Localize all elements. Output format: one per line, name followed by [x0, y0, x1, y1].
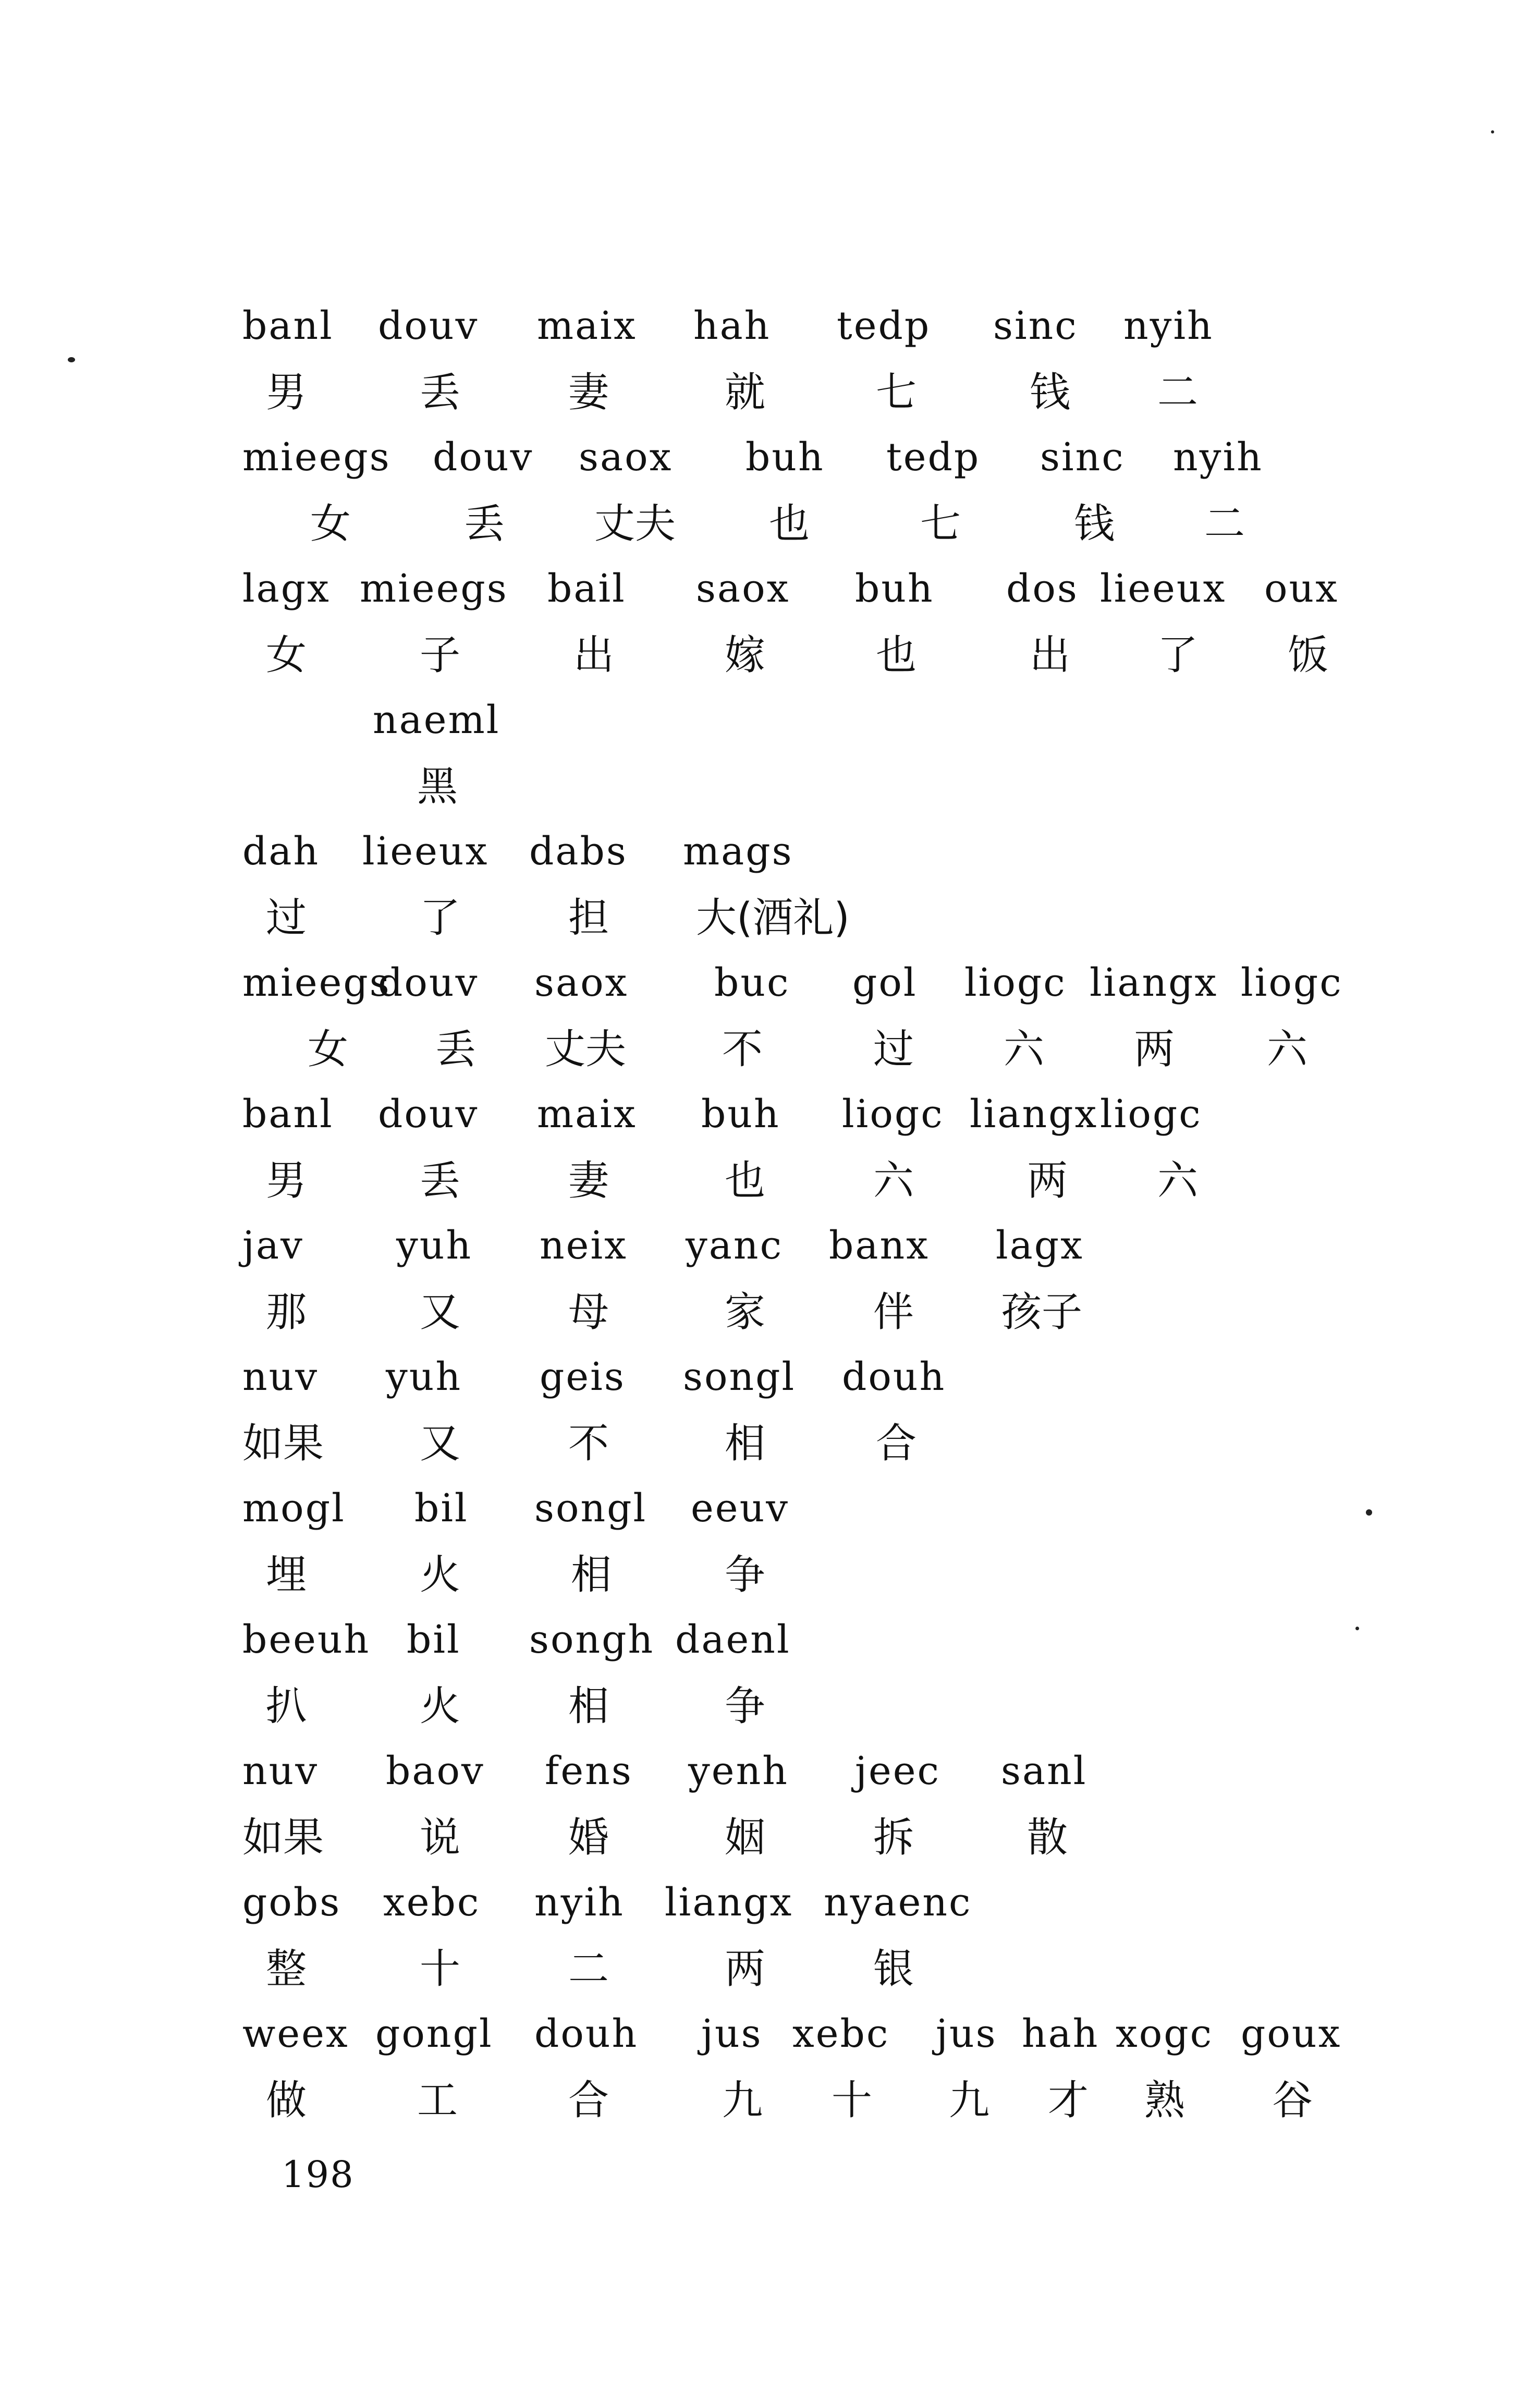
- romanized-word: neix: [540, 1223, 628, 1268]
- romanized-word: buh: [855, 566, 934, 611]
- chinese-gloss: 出: [573, 632, 615, 679]
- scan-speck: [1491, 130, 1494, 133]
- romanized-word: maix: [537, 1092, 637, 1137]
- romanized-word: liangx: [665, 1880, 793, 1925]
- chinese-gloss: 六: [1004, 1026, 1045, 1073]
- romanized-word: songl: [534, 1486, 647, 1531]
- chinese-gloss-line: [242, 2071, 1389, 2136]
- romanized-word: naeml: [373, 698, 500, 742]
- romanized-word: banl: [242, 303, 334, 348]
- chinese-gloss: 争: [725, 1683, 766, 1730]
- romanized-word: sanl: [1001, 1749, 1087, 1793]
- chinese-gloss: 整: [266, 1946, 307, 1993]
- romanized-line: [242, 2005, 1389, 2071]
- romanized-word: dos: [1006, 566, 1079, 611]
- romanized-word: douv: [378, 1092, 479, 1137]
- chinese-gloss-line: [242, 757, 1389, 823]
- romanized-word: douh: [534, 2011, 639, 2056]
- chinese-gloss: 相: [568, 1683, 609, 1730]
- chinese-gloss: 九: [949, 2077, 990, 2124]
- chinese-gloss: 姻: [725, 1814, 766, 1861]
- scan-speck: [1366, 1509, 1372, 1516]
- chinese-gloss: 十: [420, 1946, 461, 1993]
- chinese-gloss: 钱: [1030, 369, 1071, 416]
- chinese-gloss: 了: [420, 895, 461, 942]
- romanized-word: mieegs: [242, 435, 391, 480]
- chinese-gloss: 二: [1157, 369, 1199, 416]
- chinese-gloss: 丢: [464, 500, 505, 547]
- romanized-word: oux: [1264, 566, 1339, 611]
- romanized-word: douv: [378, 303, 479, 348]
- chinese-gloss: 了: [1157, 632, 1199, 679]
- chinese-gloss-line: [242, 1283, 1389, 1348]
- romanized-word: liogc: [1241, 960, 1343, 1005]
- romanized-word: yanc: [686, 1223, 784, 1268]
- romanized-line: [242, 1611, 1389, 1677]
- romanized-word: beeuh: [242, 1617, 371, 1662]
- chinese-gloss: 六: [1157, 1157, 1199, 1204]
- chinese-gloss: 银: [873, 1946, 914, 1993]
- romanized-word: banl: [242, 1092, 334, 1137]
- romanized-line: [242, 823, 1389, 888]
- romanized-word: mogl: [242, 1486, 346, 1531]
- interlinear-gloss-block: [242, 297, 1389, 2136]
- romanized-line: [242, 1874, 1389, 1939]
- chinese-gloss: 伴: [873, 1289, 914, 1336]
- chinese-gloss: 如果: [242, 1814, 324, 1861]
- chinese-gloss: 六: [1267, 1026, 1308, 1073]
- romanized-line: [242, 954, 1389, 1020]
- chinese-gloss: 丈夫: [545, 1026, 627, 1073]
- chinese-gloss: 火: [420, 1552, 461, 1598]
- chinese-gloss: 母: [568, 1289, 609, 1336]
- romanized-line: [242, 1217, 1389, 1283]
- chinese-gloss: 做: [266, 2077, 307, 2124]
- chinese-gloss: 女: [310, 500, 351, 547]
- chinese-gloss-line: [242, 363, 1389, 429]
- chinese-gloss: 散: [1027, 1814, 1068, 1861]
- chinese-gloss: 火: [420, 1683, 461, 1730]
- chinese-gloss: 相: [571, 1552, 612, 1598]
- romanized-word: nuv: [242, 1354, 319, 1399]
- romanized-word: xebc: [383, 1880, 481, 1925]
- chinese-gloss: 饭: [1288, 632, 1329, 679]
- chinese-gloss-line: [242, 1020, 1389, 1085]
- chinese-gloss: 说: [420, 1814, 461, 1861]
- romanized-word: goux: [1241, 2011, 1342, 2056]
- chinese-gloss: 那: [266, 1289, 307, 1336]
- romanized-word: buh: [701, 1092, 780, 1137]
- chinese-gloss: 担: [568, 895, 609, 942]
- romanized-word: tedp: [886, 435, 981, 480]
- romanized-word: liogc: [1100, 1092, 1202, 1137]
- chinese-gloss: 埋: [266, 1552, 307, 1598]
- chinese-gloss-line: [242, 888, 1389, 954]
- romanized-word: banx: [829, 1223, 930, 1268]
- romanized-word: douv: [433, 435, 534, 480]
- chinese-gloss: 相: [725, 1420, 766, 1467]
- chinese-gloss: 丢: [435, 1026, 476, 1073]
- chinese-gloss: 两: [1134, 1026, 1175, 1073]
- romanized-word: jus: [701, 2011, 763, 2056]
- romanized-word: gol: [852, 960, 918, 1005]
- chinese-gloss-line: [242, 1151, 1389, 1217]
- romanized-word: baov: [386, 1749, 485, 1793]
- chinese-gloss: 争: [725, 1552, 766, 1598]
- chinese-gloss: 黑: [417, 763, 458, 810]
- chinese-gloss: 也: [769, 500, 810, 547]
- romanized-word: jeec: [855, 1749, 940, 1793]
- romanized-word: yuh: [386, 1354, 462, 1399]
- chinese-gloss: 拆: [873, 1814, 914, 1861]
- romanized-word: buh: [745, 435, 825, 480]
- romanized-word: daenl: [675, 1617, 791, 1662]
- romanized-word: douv: [378, 960, 479, 1005]
- chinese-gloss: 两: [1027, 1157, 1068, 1204]
- chinese-gloss: 过: [873, 1026, 914, 1073]
- romanized-word: bail: [547, 566, 626, 611]
- romanized-line: [242, 1348, 1389, 1414]
- chinese-gloss: 钱: [1074, 500, 1115, 547]
- romanized-word: yenh: [688, 1749, 789, 1793]
- romanized-line: [242, 560, 1389, 626]
- romanized-word: dabs: [529, 829, 628, 874]
- chinese-gloss: 二: [568, 1946, 609, 1993]
- chinese-gloss-line: [242, 1808, 1389, 1874]
- romanized-word: xogc: [1116, 2011, 1214, 2056]
- romanized-word: mags: [683, 829, 793, 874]
- page-number: 198: [282, 2153, 355, 2196]
- chinese-gloss: 两: [725, 1946, 766, 1993]
- scan-speck: [1355, 1627, 1359, 1630]
- romanized-word: geis: [540, 1354, 626, 1399]
- chinese-gloss: 男: [266, 1157, 307, 1204]
- romanized-word: dah: [242, 829, 320, 874]
- chinese-gloss: 出: [1030, 632, 1071, 679]
- romanized-word: bil: [407, 1617, 461, 1662]
- chinese-gloss: 才: [1048, 2077, 1089, 2124]
- romanized-word: saox: [696, 566, 790, 611]
- scan-speck: [68, 357, 75, 362]
- chinese-gloss: 女: [266, 632, 307, 679]
- chinese-gloss: 丢: [420, 369, 461, 416]
- romanized-word: hah: [1022, 2011, 1099, 2056]
- romanized-word: jus: [936, 2011, 997, 2056]
- romanized-word: weex: [242, 2011, 349, 2056]
- romanized-word: xebc: [792, 2011, 890, 2056]
- romanized-word: liogc: [964, 960, 1067, 1005]
- romanized-word: eeuv: [691, 1486, 790, 1531]
- chinese-gloss: 不: [722, 1026, 763, 1073]
- romanized-word: liangx: [1090, 960, 1218, 1005]
- chinese-gloss: 二: [1204, 500, 1245, 547]
- romanized-line: [242, 297, 1389, 363]
- romanized-line: [242, 1480, 1389, 1545]
- chinese-gloss: 十: [832, 2077, 873, 2124]
- romanized-word: yuh: [396, 1223, 473, 1268]
- chinese-gloss: 妻: [568, 369, 609, 416]
- chinese-gloss: 七: [876, 369, 917, 416]
- chinese-gloss: 丈夫: [594, 500, 676, 547]
- romanized-line: [242, 691, 1389, 757]
- chinese-gloss: 过: [266, 895, 307, 942]
- romanized-word: saox: [534, 960, 629, 1005]
- chinese-gloss: 婚: [568, 1814, 609, 1861]
- romanized-word: lagx: [996, 1223, 1084, 1268]
- romanized-word: douh: [842, 1354, 946, 1399]
- chinese-gloss: 女: [308, 1026, 349, 1073]
- romanized-word: jav: [242, 1223, 304, 1268]
- chinese-gloss: 扒: [266, 1683, 307, 1730]
- chinese-gloss: 家: [725, 1289, 766, 1336]
- romanized-word: songl: [683, 1354, 796, 1399]
- romanized-word: hah: [693, 303, 771, 348]
- romanized-line: [242, 1085, 1389, 1151]
- chinese-gloss: 九: [722, 2077, 763, 2124]
- chinese-gloss-line: [242, 1939, 1389, 2005]
- romanized-word: bil: [414, 1486, 469, 1531]
- chinese-gloss-line: [242, 1414, 1389, 1480]
- romanized-word: gongl: [375, 2011, 493, 2056]
- chinese-gloss-line: [242, 1545, 1389, 1611]
- romanized-word: nyih: [534, 1880, 625, 1925]
- romanized-word: tedp: [837, 303, 931, 348]
- romanized-word: sinc: [1040, 435, 1125, 480]
- romanized-word: lagx: [242, 566, 331, 611]
- romanized-word: mieegs: [242, 960, 391, 1005]
- romanized-line: [242, 1742, 1389, 1808]
- romanized-word: nyih: [1173, 435, 1263, 480]
- romanized-word: liogc: [842, 1092, 944, 1137]
- chinese-gloss: 谷: [1272, 2077, 1313, 2124]
- chinese-gloss: 熟: [1144, 2077, 1185, 2124]
- chinese-gloss: 孩子: [1001, 1289, 1083, 1336]
- chinese-gloss: 合: [876, 1420, 917, 1467]
- chinese-gloss: 丢: [420, 1157, 461, 1204]
- chinese-gloss: 合: [568, 2077, 609, 2124]
- romanized-word: nyaenc: [824, 1880, 972, 1925]
- romanized-word: saox: [579, 435, 673, 480]
- romanized-word: maix: [537, 303, 637, 348]
- chinese-gloss: 又: [420, 1289, 461, 1336]
- romanized-word: nuv: [242, 1749, 319, 1793]
- chinese-gloss: 妻: [568, 1157, 609, 1204]
- romanized-word: mieegs: [360, 566, 508, 611]
- romanized-word: gobs: [242, 1880, 341, 1925]
- chinese-gloss: 七: [920, 500, 961, 547]
- chinese-gloss: 嫁: [725, 632, 766, 679]
- chinese-gloss: 大(酒礼): [696, 895, 850, 942]
- chinese-gloss: 子: [420, 632, 461, 679]
- chinese-gloss: 也: [725, 1157, 766, 1204]
- chinese-gloss-line: [242, 626, 1389, 691]
- chinese-gloss: 六: [873, 1157, 914, 1204]
- romanized-line: [242, 429, 1389, 494]
- romanized-word: liangx: [970, 1092, 1098, 1137]
- romanized-word: fens: [545, 1749, 633, 1793]
- romanized-word: lieeux: [362, 829, 489, 874]
- chinese-gloss: 工: [417, 2077, 458, 2124]
- romanized-word: lieeux: [1100, 566, 1227, 611]
- chinese-gloss: 又: [420, 1420, 461, 1467]
- chinese-gloss-line: [242, 494, 1389, 560]
- chinese-gloss: 男: [266, 369, 307, 416]
- chinese-gloss-line: [242, 1677, 1389, 1742]
- chinese-gloss: 就: [725, 369, 766, 416]
- romanized-word: songh: [529, 1617, 655, 1662]
- chinese-gloss: 也: [876, 632, 917, 679]
- chinese-gloss: 不: [568, 1420, 609, 1467]
- romanized-word: nyih: [1123, 303, 1214, 348]
- romanized-word: sinc: [993, 303, 1078, 348]
- romanized-word: buc: [714, 960, 790, 1005]
- chinese-gloss: 如果: [242, 1420, 324, 1467]
